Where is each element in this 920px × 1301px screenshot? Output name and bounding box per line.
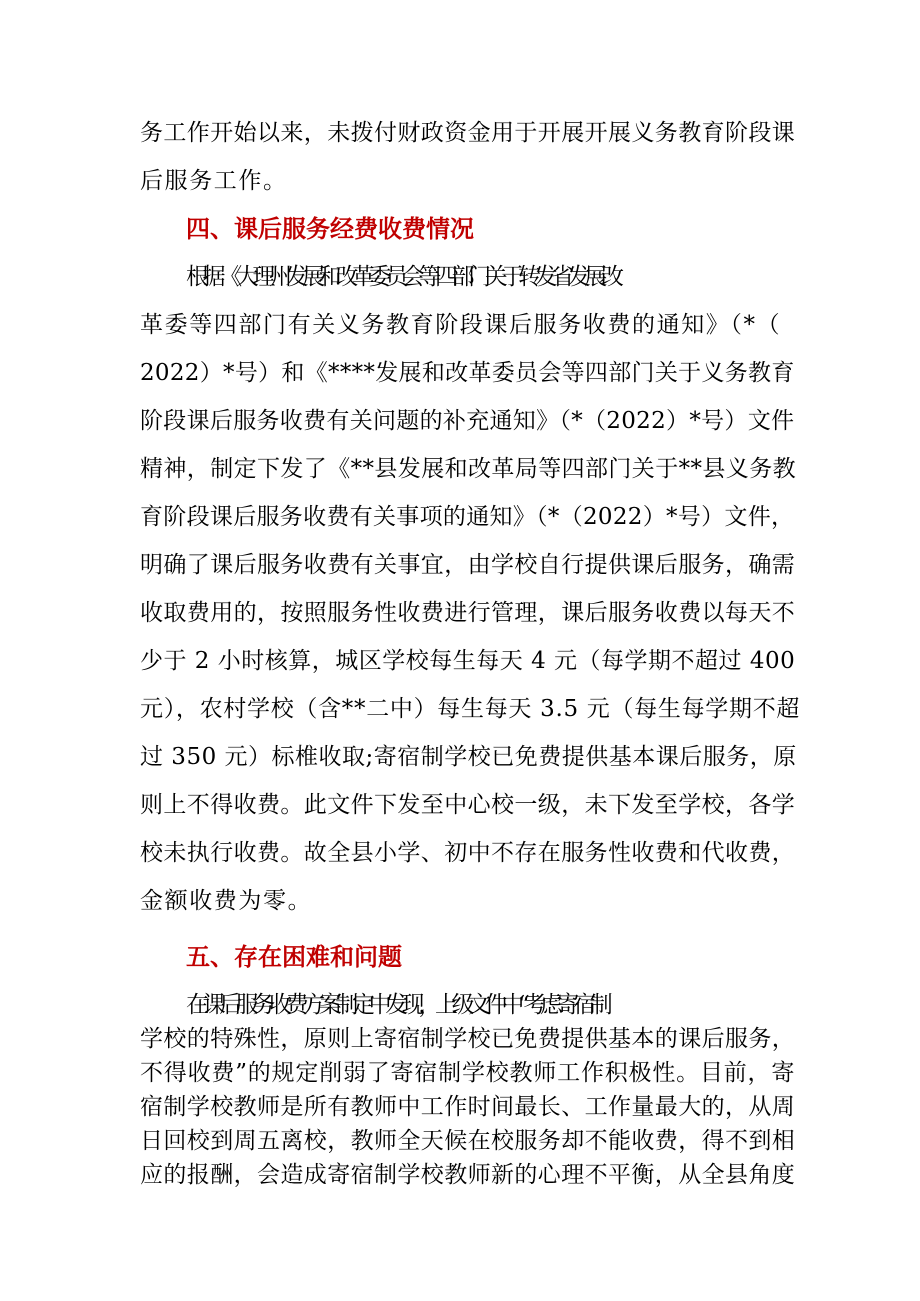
paragraph-line: 收取费用的，按照服务性收费进行管理，课后服务收费以每天不 xyxy=(140,600,796,626)
paragraph-line: 则上不得收费。此文件下发至中心校一级，未下发至学校，各学 xyxy=(140,792,796,818)
paragraph-line: 明确了课后服务收费有关事宜，由学校自行提供课后服务，确需 xyxy=(140,552,796,578)
paragraph-line: 过 350 元）标椎收取;寄宿制学校已免费提供基本课后服务，原 xyxy=(140,744,797,770)
paragraph-line: 务工作开始以来，未拨付财政资金用于开展开展义务教育阶段课 xyxy=(140,120,796,146)
paragraph-line: 宿制学校教师是所有教师中工作时间最长、工作量最大的，从周 xyxy=(140,1094,796,1120)
paragraph-line: 后服务工作。 xyxy=(140,168,288,194)
paragraph-line: 学校的特殊性，原则上寄宿制学校已免费提供基本的课后服务， xyxy=(140,1026,796,1052)
section-heading-5: 五、存在困难和问题 xyxy=(186,943,402,971)
paragraph-line: 在课后服务收费方案制定中发现，上级文件中“考虑寄宿制 xyxy=(186,992,607,1018)
paragraph-line: 2022）*号）和《****发展和改革委员会等四部门关于义务教育 xyxy=(140,360,795,386)
paragraph-line: 不得收费”的规定削弱了寄宿制学校教师工作积极性。目前，寄 xyxy=(140,1060,796,1086)
paragraph-line: 育阶段课后服务收费有关事项的通知》（*（2022）*号）文件， xyxy=(140,504,795,530)
paragraph-line: 应的报酬，会造成寄宿制学校教师新的心理不平衡，从全县角度 xyxy=(140,1162,796,1188)
paragraph-line: 根据《大理州发展和改革委员会等四部门关于转发省发展改 xyxy=(186,264,618,290)
paragraph-line: 阶段课后服务收费有关问题的补充通知》（*（2022）*号）文件 xyxy=(140,408,795,434)
paragraph-line: 金额收费为零。 xyxy=(140,888,313,914)
paragraph-line: 校未执行收费。故全县小学、初中不存在服务性收费和代收费， xyxy=(140,840,796,866)
paragraph-line: 日回校到周五离校，教师全天候在校服务却不能收费，得不到相 xyxy=(140,1128,796,1154)
paragraph-line: 革委等四部门有关义务教育阶段课后服务收费的通知》（*（ xyxy=(140,312,782,338)
paragraph-line: 少于 2 小时核算，城区学校每生每天 4 元（每学期不超过 400 xyxy=(140,648,796,674)
paragraph-line: 元），农村学校（含**二中）每生每天 3.5 元（每生每学期不超 xyxy=(140,696,801,722)
paragraph-line: 精神，制定下发了《**县发展和改革局等四部门关于**县义务教 xyxy=(140,456,796,482)
section-heading-4: 四、课后服务经费收费情况 xyxy=(186,215,474,243)
